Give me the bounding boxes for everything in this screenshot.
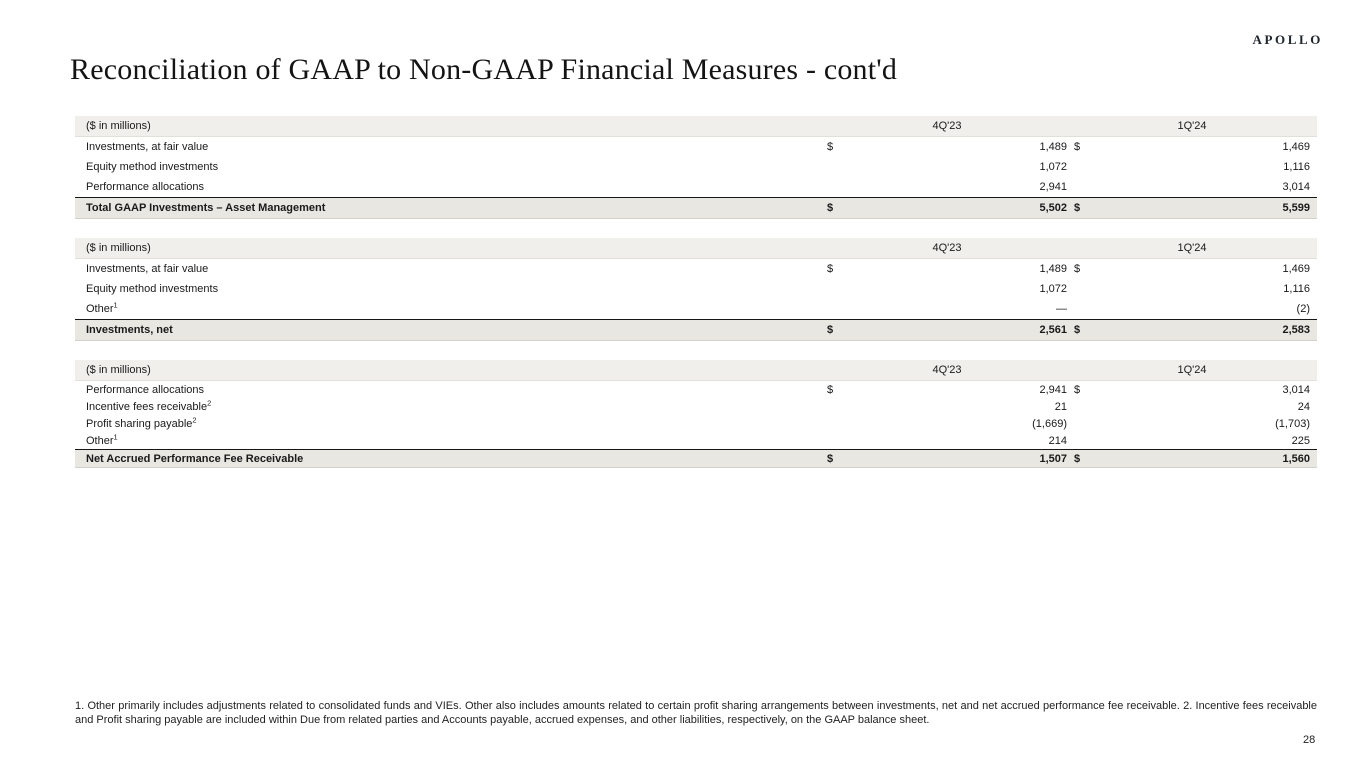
dollar-sign: $ <box>827 202 834 214</box>
table-row <box>75 381 1317 398</box>
cell-value: 1,507 <box>1039 452 1067 465</box>
period-column-header: 4Q'23 <box>932 364 962 376</box>
dollar-sign: $ <box>827 141 834 153</box>
cell-value: 225 <box>1291 434 1310 447</box>
row-label: Incentive fees receivable$^2$ <box>86 397 212 413</box>
dollar-sign: $ <box>1074 263 1081 275</box>
period-column-header: 1Q'24 <box>1177 120 1207 132</box>
row-label: Other$^1$ <box>86 300 118 315</box>
table-row <box>75 299 1317 319</box>
cell-value: 1,072 <box>1039 283 1067 295</box>
dollar-sign: $ <box>827 383 834 396</box>
footnote-reference: 2 <box>207 397 212 407</box>
page-title: Reconciliation of GAAP to Non-GAAP Financial Measures - cont'd <box>70 53 898 86</box>
table-header-row <box>75 360 1317 381</box>
table-row <box>75 279 1317 299</box>
cell-value: 214 <box>1048 434 1067 447</box>
period-column-header: 1Q'24 <box>1177 364 1207 376</box>
net-accrued-performance-fee-table <box>75 360 1317 468</box>
cell-value: 2,941 <box>1039 383 1067 396</box>
table-row <box>75 137 1317 157</box>
table-row <box>75 398 1317 415</box>
cell-value: 1,116 <box>1283 283 1310 295</box>
table-row <box>75 415 1317 432</box>
row-label: Total GAAP Investments – Asset Management <box>86 202 326 214</box>
period-column-header: 4Q'23 <box>932 120 962 132</box>
cell-value: 21 <box>1054 400 1067 413</box>
footnote-reference: 1 <box>113 431 118 441</box>
period-column-header: 1Q'24 <box>1177 242 1207 254</box>
unit-label: ($ in millions) <box>86 242 151 254</box>
dollar-sign: $ <box>1074 141 1081 153</box>
cell-value: — <box>1056 303 1067 315</box>
cell-value: 1,560 <box>1282 452 1310 465</box>
cell-value: 3,014 <box>1282 383 1310 396</box>
unit-label: ($ in millions) <box>86 364 151 376</box>
cell-value: (1,669) <box>1032 417 1067 430</box>
cell-value: (2) <box>1296 303 1310 315</box>
cell-value: 2,941 <box>1039 181 1067 193</box>
table-total-row <box>75 319 1317 341</box>
table-row <box>75 432 1317 449</box>
row-label: Profit sharing payable$^2$ <box>86 414 197 430</box>
cell-value: 2,583 <box>1282 324 1310 336</box>
dollar-sign: $ <box>1074 383 1081 396</box>
row-label: Net Accrued Performance Fee Receivable <box>86 452 304 465</box>
table-row <box>75 157 1317 177</box>
investments-net-table <box>75 238 1317 341</box>
unit-label: ($ in millions) <box>86 120 151 132</box>
cell-value: 1,116 <box>1283 161 1310 173</box>
table-total-row <box>75 449 1317 468</box>
cell-value: 5,502 <box>1039 202 1067 214</box>
cell-value: 1,469 <box>1282 263 1310 275</box>
table-row <box>75 259 1317 279</box>
dollar-sign: $ <box>1074 202 1081 214</box>
row-label: Investments, at fair value <box>86 263 209 275</box>
dollar-sign: $ <box>1074 452 1081 465</box>
row-label: Other$^1$ <box>86 431 118 447</box>
cell-value: (1,703) <box>1275 417 1310 430</box>
footnote-reference: 1 <box>113 300 118 310</box>
row-label: Equity method investments <box>86 283 219 295</box>
dollar-sign: $ <box>827 263 834 275</box>
cell-value: 1,489 <box>1039 141 1067 153</box>
footnotes-text: 1. Other primarily includes adjustments related to consolidated funds and VIEs. Other also includes amounts related to certain profit sharing arrangements between investments, net and net accrued performance fee receivable. 2. Incentive fees receivable and Profit sharing payable are included within Due from related parties and Accounts payable, accrued expenses, and other liabilities, respectively, on the GAAP balance sheet. <box>75 700 1317 726</box>
footnote-reference: 2 <box>192 414 197 424</box>
row-label: Equity method investments <box>86 161 219 173</box>
apollo-logo: APOLLO <box>1252 32 1323 47</box>
cell-value: 1,489 <box>1039 263 1067 275</box>
cell-value: 24 <box>1297 400 1310 413</box>
dollar-sign: $ <box>827 452 834 465</box>
dollar-sign: $ <box>1074 324 1081 336</box>
cell-value: 5,599 <box>1282 202 1310 214</box>
table-header-row <box>75 238 1317 259</box>
dollar-sign: $ <box>827 324 834 336</box>
row-label: Investments, at fair value <box>86 141 209 153</box>
table-row <box>75 177 1317 197</box>
page-number: 28 <box>1303 734 1316 746</box>
row-label: Performance allocations <box>86 181 205 193</box>
table-total-row <box>75 197 1317 219</box>
cell-value: 3,014 <box>1282 181 1310 193</box>
gaap-investments-asset-management-table <box>75 116 1317 219</box>
cell-value: 1,469 <box>1282 141 1310 153</box>
period-column-header: 4Q'23 <box>932 242 962 254</box>
cell-value: 2,561 <box>1039 324 1067 336</box>
table-header-row <box>75 116 1317 137</box>
cell-value: 1,072 <box>1039 161 1067 173</box>
row-label: Investments, net <box>86 324 173 336</box>
row-label: Performance allocations <box>86 383 205 396</box>
